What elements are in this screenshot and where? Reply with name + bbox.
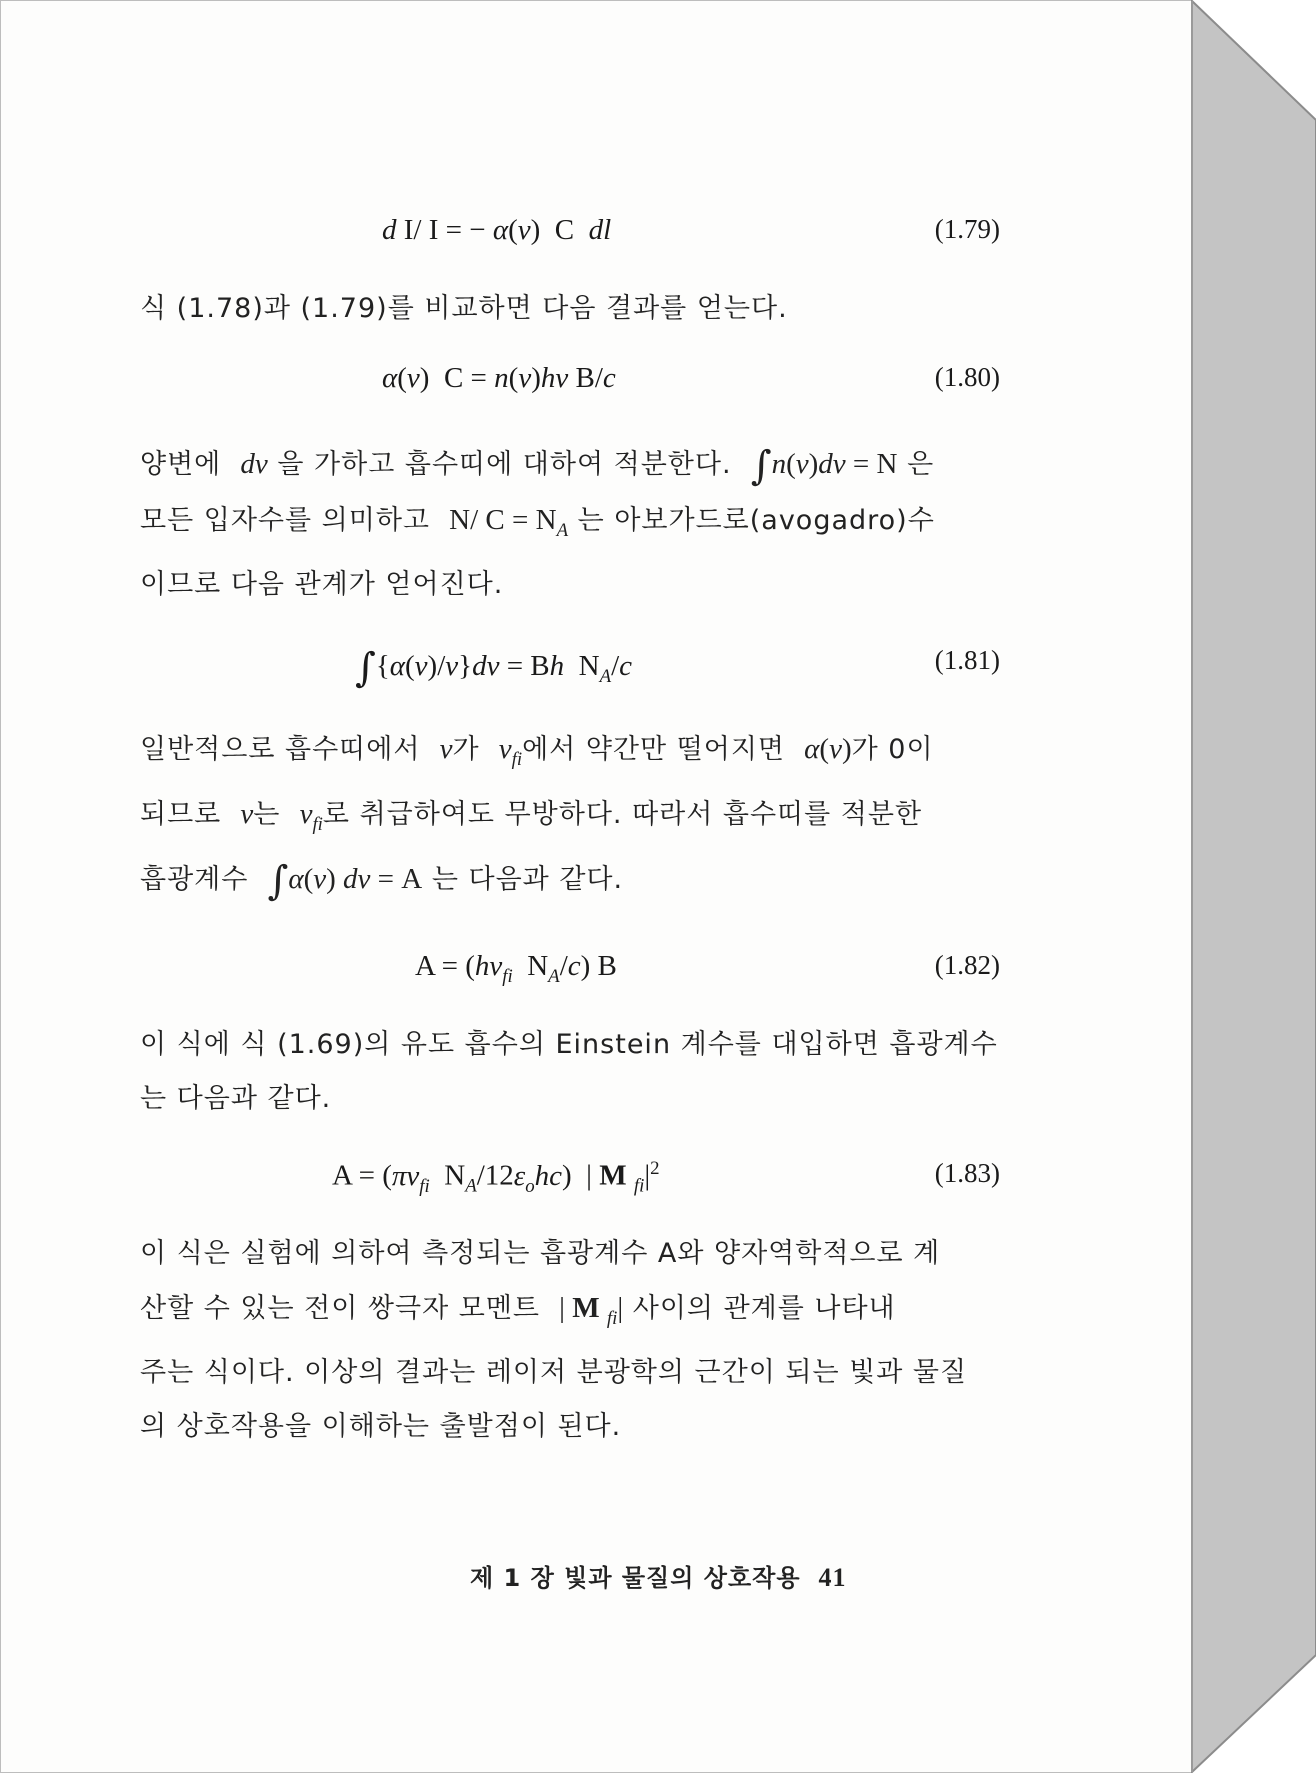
paragraph-5: 이 식은 실험에 의하여 측정되는 흡광계수 A와 양자역학적으로 계 산할 수 있는 전이 쌍극자 모멘트 | M $_{fi}$| 사이의 관계를 나타내 주는 식이다. 이상의 결과는 레이저 분광학의 근간이 되는 빛과 물질 의 상호작용을 이해하는 출발점이 된다. [140,1238,968,1442]
equation-1-82: $A = (h\nu_{fi}$ $N_A/c$) B (1.82) [415,950,1000,987]
equation-1-83: $A = (\pi\nu_{fi}$ $N_A/12\varepsilon_ohc$) | M $_{fi}|^2$ (1.83) [332,1158,1000,1197]
equation-number: (1.83) [934,1158,1000,1188]
running-footer [470,1558,970,1593]
equation-1-80: α(ν) C = n(ν)hν B/c (1.80) [382,362,1000,394]
equation-number: (1.79) [934,214,1000,244]
page-number: 41 [818,1563,847,1592]
paragraph-4: 이 식에 식 (1.69)의 유도 흡수의 Einstein 계수를 대입하면 흡광계수 는 다음과 같다. [140,1029,998,1114]
paragraph-2: 양변에 dν 을 가하고 흡수띠에 대하여 적분한다. ∫n(ν)dν = N 은 모든 입자수를 의미하고 N/ $C = N_A$ 는 아보가드로(avogadro)수 이므로 다음 관계가 얻어진다. [140,443,935,600]
chapter-title: 제 1 장 빛과 물질의 상호작용 [470,1564,801,1592]
equation-1-81: ∫{α(ν)/ν}dν = Bh $N_A/c$ (1.81) [355,645,1000,691]
equation-number: (1.80) [934,362,1000,392]
equation-number: (1.82) [934,950,1000,980]
paragraph-1: 식 (1.78)과 (1.79)를 비교하면 다음 결과를 얻는다. [140,293,788,324]
equation-number: (1.81) [934,645,1000,675]
paragraph-3: 일반적으로 흡수띠에서 ν가 $\nu_{fi}$에서 약간만 떨어지면 α(ν)가 0이 되므로 ν는 $\nu_{fi}$로 취급하여도 무방하다. 따라서 흡수띠를 적분한 흡광계수 ∫α(ν) dν = A 는 다음과 같다. [140,733,934,904]
equation-1-79: d I/ I = − α(ν) C dl (1.79) [382,214,1000,246]
book-edge-face [1192,1,1316,1772]
